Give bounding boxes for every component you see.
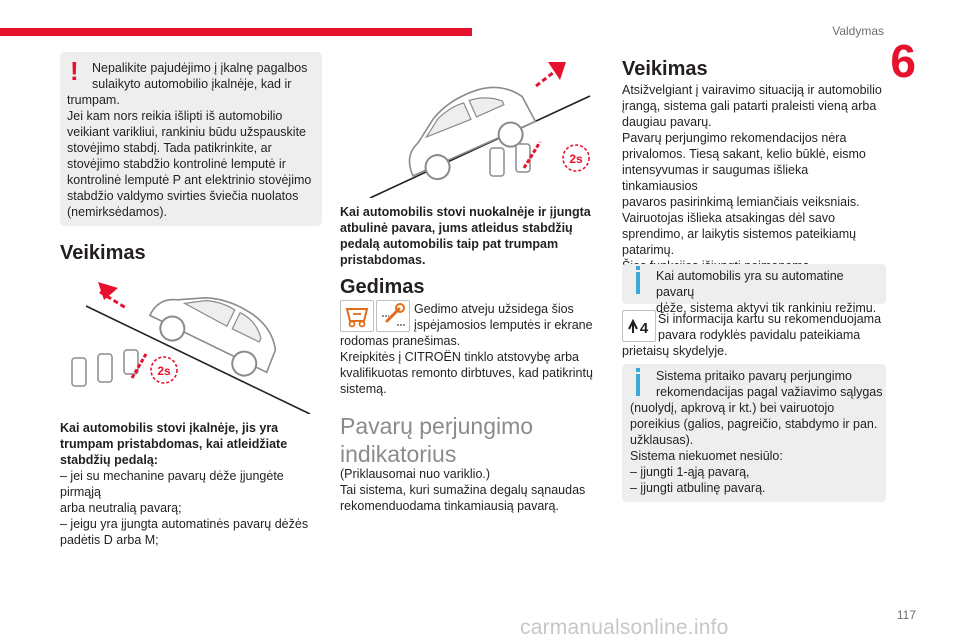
- timer-2s-icon: [563, 145, 589, 171]
- info-icon-dot: [636, 266, 640, 270]
- svg-text:2s: 2s: [569, 152, 583, 166]
- section-title: Valdymas: [832, 24, 884, 38]
- gear-indicator-intro: (Priklausomai nuo variklio.) Tai sistema, kuri sumažina degalų sąnaudas rekomenduodama tinkamiausią pavarą.: [340, 467, 586, 513]
- info-icon: [636, 272, 640, 294]
- svg-text:4: 4: [639, 320, 649, 337]
- uphill-caption: Kai automobilis stovi įkalnėje, jis yra trumpam pristabdomas, kai atleidžiate stabdžių pedalą:: [60, 421, 288, 467]
- downhill-caption: Kai automobilis stovi nuokalnėje ir įjungta atbulinė pavara, jums atleidus stabdžių pedalą automobilis taip pat trumpam pristabdomas.: [340, 205, 591, 267]
- chapter-number: 6: [890, 35, 916, 87]
- gear-indicator-display-text: Ši informacija kartu su rekomenduojama pavara rodyklės pavidalu pateikiama prietaisų skydelyje.: [622, 312, 882, 358]
- info-automatic-text: Kai automobilis yra su automatine pavarų dėže, sistema aktyvi tik rankiniu režimu.: [656, 269, 877, 315]
- section-heading-gear-indicator: Pavarų perjungimo indikatorius: [340, 413, 534, 467]
- pedal-icon: [490, 142, 540, 176]
- header-accent-bar: [0, 28, 472, 36]
- pedal-icon: [72, 350, 146, 386]
- page-number: 117: [896, 608, 916, 622]
- timer-2s-icon: [151, 357, 177, 383]
- section-heading-gedimas: Gedimas: [340, 276, 425, 298]
- fault-text: Gedimo atveju užsidega šios įspėjamosios lemputės ir ekrane rodomas pranešimas. Kreipkitės į CITROËN tinklo atstovybę arba kvalifikuotas remonto dirbtuves, kad patikrintų sistemą.: [340, 302, 593, 396]
- svg-text:2s: 2s: [157, 364, 171, 378]
- uphill-conditions: – jei su mechanine pavarų dėže įjungėte pirmąją arba neutralią pavarą; – jeigu yra įjungta automatinės pavarų dėžės padėtis D arba M;: [60, 469, 309, 547]
- uphill-car-illustration: [60, 278, 322, 414]
- warning-exclamation-icon: !: [70, 56, 79, 86]
- section-heading-veikimas: Veikimas: [60, 242, 146, 264]
- section-heading-veikimas-2: Veikimas: [622, 58, 708, 80]
- reverse-arrow-icon: [536, 62, 566, 86]
- info-conditions-text: Sistema pritaiko pavarų perjungimo rekomendacijas pagal važiavimo sąlygas (nuolydį, apkrovą ir kt.) bei vairuotojo poreikius (galios, pagreičio, stabdymo ir pan. užklausas). Sistema niekuomet nesiūlo: – įjungti 1-ąją pavarą, – įjungti atbulinę pavarą.: [630, 369, 883, 495]
- downhill-car-illustration: [340, 52, 602, 198]
- motion-arrow-icon: [98, 282, 126, 308]
- operation-text: Atsižvelgiant į vairavimo situaciją ir automobilio įrangą, sistema gali patarti praleisti vieną arba daugiau pavarų. Pavarų perjungimo rekomendacijos nėra privalomos. Tiesą sakant, kelio būklė, eismo intensyvumas ir saugumas išlieka tinkamiausios pavaros pasirinkimą lemiančiais veiksniais. Vairuotojas išlieka atsakingas dėl savo sprendimo, ar laikytis sistemos pateikiamų patarimų.: [622, 83, 882, 257]
- watermark-link[interactable]: carmanualsonline.info: [520, 616, 729, 639]
- warning-text: Nepalikite pajudėjimo į įkalnę pagalbos sulaikyto automobilio įkalnėje, kad ir trumpam. Jei kam nors reikia išlipti iš automobilio veikiant varikliui, rankiniu būdu užspauskite stovėjimo stabdį. Tada patikrinkite, ar stovėjimo stabdžio kontrolinė lemputė ir kontrolinė lemputė P ant elektrinio stovėjimo stabdžio valdymo svirties šviečia nuolatos (nemirksėdamos).: [67, 61, 312, 219]
